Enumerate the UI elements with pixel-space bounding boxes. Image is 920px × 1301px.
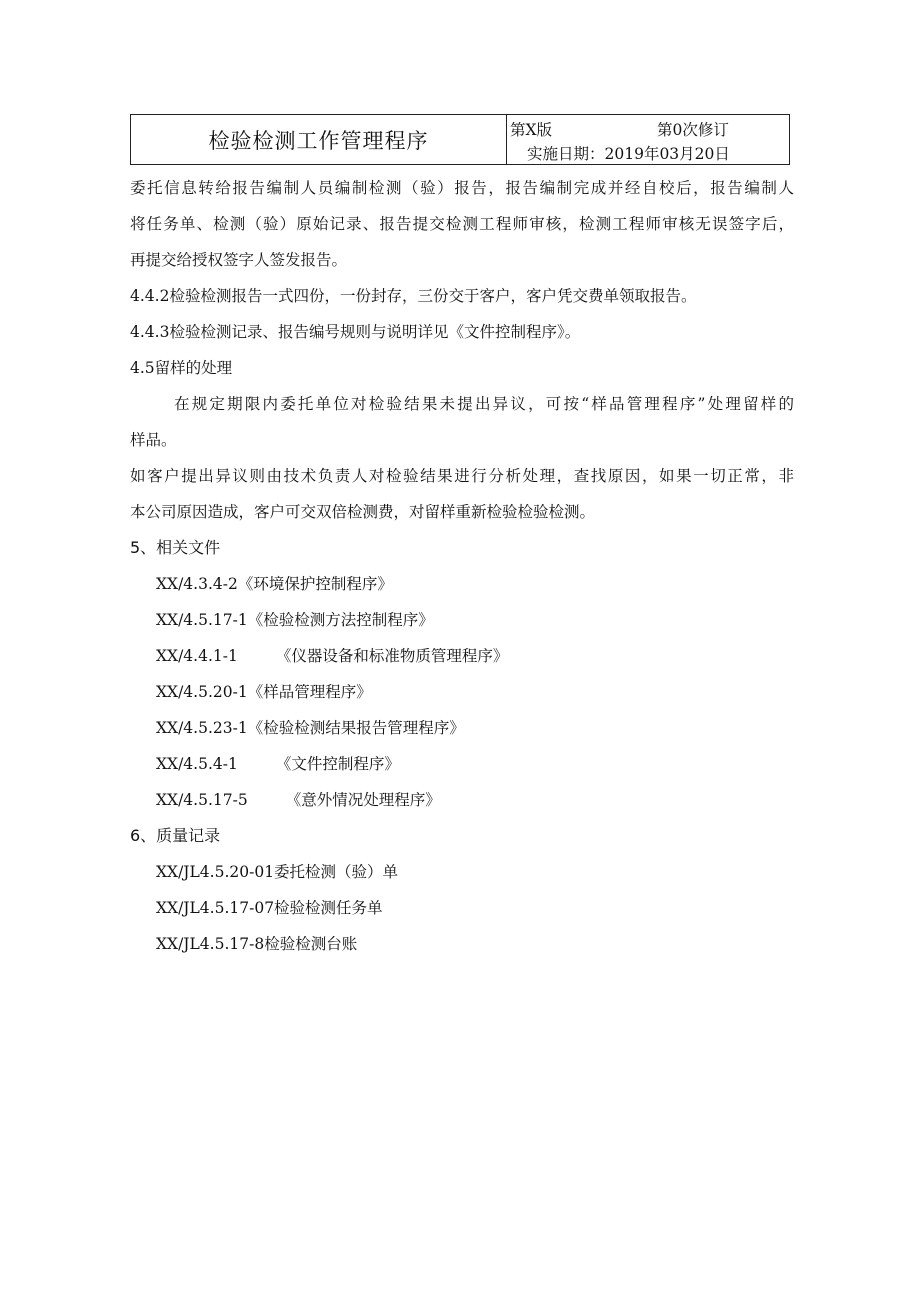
section-4-5-paragraph-2-end: 本公司原因造成，客户可交双倍检测费，对留样重新检验检验检测。 — [130, 503, 596, 521]
related-doc-item — [130, 638, 794, 674]
quality-record-item: XX/JL4.5.17-8检验检测台账 — [156, 935, 358, 953]
revision-label: 第0次修订 — [657, 121, 729, 139]
doc-code: XX/4.5.17-1 — [156, 611, 248, 629]
section-4-5-heading: 4.5留样的处理 — [130, 359, 233, 377]
doc-code: XX/4.5.4-1 — [156, 755, 238, 773]
doc-code: XX/4.5.17-5 — [156, 791, 248, 809]
doc-code: XX/4.4.1-1 — [156, 647, 238, 665]
doc-title: 《文件控制程序》 — [275, 755, 400, 773]
doc-title: 《环境保护控制程序》 — [237, 575, 393, 593]
intro-line: 再提交给授权签字人签发报告。 — [130, 251, 348, 269]
section-4-5-paragraph: 在规定期限内委托单位对检验结果未提出异议，可按“样品管理程序”处理留样的 — [174, 395, 794, 413]
related-doc-item — [130, 674, 794, 710]
quality-record-item: XX/JL4.5.17-07检验检测任务单 — [156, 899, 383, 917]
section-4-4-3: 4.4.3检验检测记录、报告编号规则与说明详见《文件控制程序》。 — [130, 323, 581, 341]
related-doc-item — [130, 746, 794, 782]
implementation-date: 实施日期：2019年03月20日 — [527, 145, 730, 163]
related-docs-heading: 5、相关文件 — [130, 538, 221, 557]
quality-records-heading: 6、质量记录 — [130, 826, 221, 845]
doc-title: 《仪器设备和标准物质管理程序》 — [275, 647, 509, 665]
document-title: 检验检测工作管理程序 — [131, 115, 507, 164]
doc-title: 《意外情况处理程序》 — [285, 791, 441, 809]
related-doc-item — [130, 710, 794, 746]
section-4-4-2: 4.4.2检验检测报告一式四份，一份封存，三份交于客户，客户凭交费单领取报告。 — [130, 287, 697, 305]
doc-title: 《检验检测结果报告管理程序》 — [247, 719, 465, 737]
section-4-5-paragraph-end: 样品。 — [130, 431, 177, 449]
document-body — [130, 170, 794, 962]
doc-code: XX/4.3.4-2 — [156, 575, 238, 593]
related-doc-item — [130, 782, 794, 818]
doc-title: 《检验检测方法控制程序》 — [247, 611, 434, 629]
related-doc-item — [130, 566, 794, 602]
intro-line: 委托信息转给报告编制人员编制检测（验）报告，报告编制完成并经自校后，报告编制人 — [130, 179, 794, 197]
intro-line: 将任务单、检测（验）原始记录、报告提交检测工程师审核，检测工程师审核无误签字后， — [130, 215, 794, 233]
doc-code: XX/4.5.20-1 — [156, 683, 248, 701]
header-meta — [507, 115, 789, 164]
quality-record-item: XX/JL4.5.20-01委托检测（验）单 — [156, 863, 399, 881]
document-header-table — [130, 114, 790, 165]
doc-title: 《样品管理程序》 — [247, 683, 372, 701]
edition-label: 第X版 — [510, 121, 553, 139]
doc-code: XX/4.5.23-1 — [156, 719, 248, 737]
related-doc-item — [130, 602, 794, 638]
section-4-5-paragraph-2: 如客户提出异议则由技术负责人对检验结果进行分析处理，查找原因，如果一切正常，非 — [130, 467, 794, 485]
